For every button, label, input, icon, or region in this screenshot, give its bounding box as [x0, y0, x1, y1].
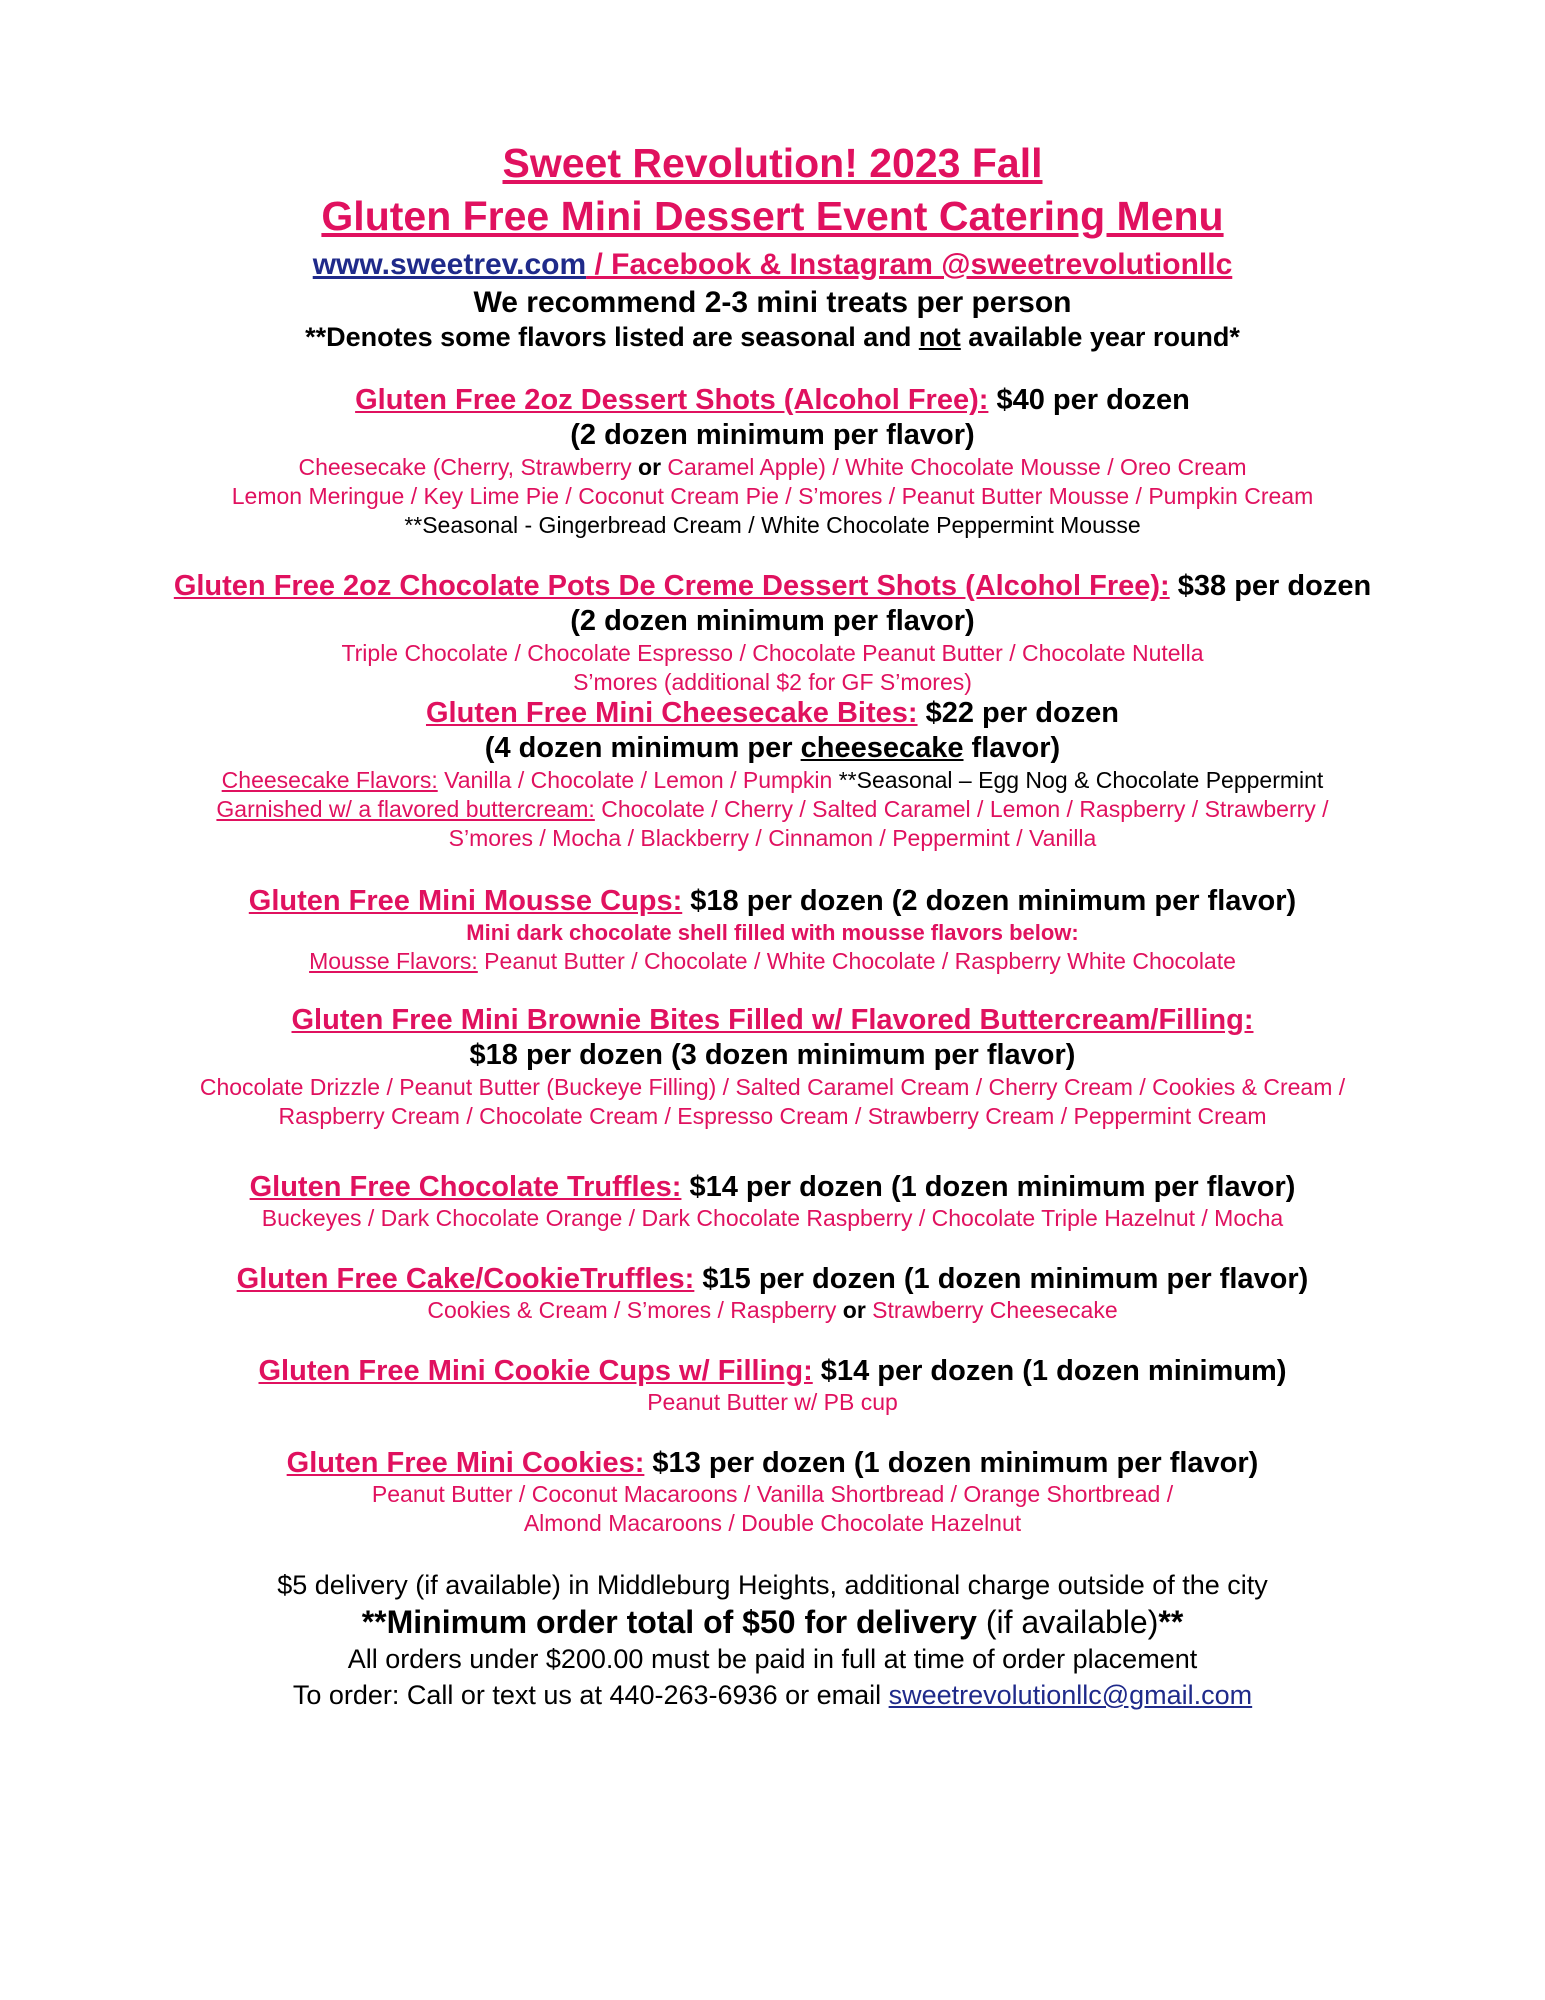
mousse-price: $18 per dozen (2 dozen minimum per flavor) — [682, 885, 1297, 917]
cookie-cups-heading: Gluten Free Mini Cookie Cups w/ Filling: — [258, 1355, 813, 1387]
cheesecake-minimum-a: (4 dozen minimum per — [484, 732, 801, 764]
order-text: To order: Call or text us at 440-263-6936 or email — [292, 1680, 889, 1710]
dessert-shots-heading-line — [0, 384, 1545, 417]
title-line-2: Gluten Free Mini Dessert Event Catering Menu — [321, 193, 1224, 239]
or-word: or — [638, 454, 662, 480]
cheesecake-seasonal: **Seasonal – Egg Nog & Chocolate Peppermint — [838, 767, 1324, 793]
title-line-1: Sweet Revolution! 2023 Fall — [502, 140, 1043, 186]
truffles-price: $14 per dozen (1 dozen minimum per flavor) — [681, 1171, 1296, 1203]
cheesecake-minimum — [0, 732, 1545, 765]
garnish-flavors-2: S’mores / Mocha / Blackberry / Cinnamon / Peppermint / Vanilla — [448, 825, 1097, 851]
minimum-order-c: ** — [1158, 1604, 1184, 1640]
cookies-heading: Gluten Free Mini Cookies: — [286, 1447, 645, 1479]
recommendation: We recommend 2-3 mini treats per person — [473, 286, 1072, 319]
order-info — [0, 1680, 1545, 1711]
pots-de-creme-heading-line — [0, 570, 1545, 603]
cookie-cups-price: $14 per dozen (1 dozen minimum) — [812, 1355, 1287, 1387]
brownie-flavors-1: Chocolate Drizzle / Peanut Butter (Buckeye Filling) / Salted Caramel Cream / Cherry Cream / Cookies & Cream / — [199, 1074, 1346, 1100]
pots-de-creme-heading: Gluten Free 2oz Chocolate Pots De Creme Dessert Shots (Alcohol Free): — [173, 570, 1170, 602]
cookie-cups-flavors: Peanut Butter w/ PB cup — [647, 1389, 898, 1415]
website-link[interactable]: www.sweetrev.com — [312, 248, 587, 281]
mousse-heading: Gluten Free Mini Mousse Cups: — [248, 885, 683, 917]
dessert-shots-flavors-1a: Cheesecake (Cherry, Strawberry — [298, 454, 639, 480]
cake-truffles-flavors — [0, 1297, 1545, 1324]
payment-info: All orders under $200.00 must be paid in full at time of order placement — [347, 1644, 1198, 1674]
mousse-flavors: Peanut Butter / Chocolate / White Chocolate / Raspberry White Chocolate — [477, 948, 1236, 974]
seasonal-note-not: not — [918, 322, 961, 352]
email-link[interactable]: sweetrevolutionllc@gmail.com — [888, 1680, 1253, 1710]
garnish-label: Garnished w/ a flavored buttercream: — [216, 796, 595, 822]
truffles-flavors: Buckeyes / Dark Chocolate Orange / Dark Chocolate Raspberry / Chocolate Triple Hazelnut / Mocha — [261, 1205, 1284, 1231]
dessert-shots-minimum: (2 dozen minimum per flavor) — [570, 419, 975, 451]
minimum-order-b: (if available) — [976, 1604, 1159, 1640]
mousse-flavors-label: Mousse Flavors: — [309, 948, 478, 974]
cake-truffles-flavors-a: Cookies & Cream / S’mores / Raspberry — [427, 1297, 843, 1323]
dessert-shots-flavors-1b: Caramel Apple) / White Chocolate Mousse / Oreo Cream — [661, 454, 1247, 480]
cookies-flavors-2: Almond Macaroons / Double Chocolate Hazelnut — [523, 1510, 1022, 1536]
mousse-flavors-line — [0, 948, 1545, 975]
delivery-info: $5 delivery (if available) in Middleburg Heights, additional charge outside of the city — [277, 1570, 1268, 1600]
cheesecake-heading-line — [0, 697, 1545, 730]
brownie-flavors-2: Raspberry Cream / Chocolate Cream / Espresso Cream / Strawberry Cream / Peppermint Cream — [278, 1103, 1267, 1129]
garnish-flavors: Chocolate / Cherry / Salted Caramel / Lemon / Raspberry / Strawberry / — [594, 796, 1329, 822]
pots-de-creme-minimum: (2 dozen minimum per flavor) — [570, 605, 975, 637]
cake-truffles-price: $15 per dozen (1 dozen minimum per flavor) — [694, 1263, 1309, 1295]
pots-de-creme-flavors-1: Triple Chocolate / Chocolate Espresso / Chocolate Peanut Butter / Chocolate Nutella — [341, 640, 1204, 666]
dessert-shots-flavors-2: Lemon Meringue / Key Lime Pie / Coconut Cream Pie / S’mores / Peanut Butter Mousse / Pumpkin Cream — [231, 483, 1314, 509]
cheesecake-price: $22 per dozen — [917, 697, 1120, 729]
cookie-cups-heading-line — [0, 1355, 1545, 1388]
truffles-heading: Gluten Free Chocolate Truffles: — [249, 1171, 682, 1203]
seasonal-note — [0, 322, 1545, 353]
cake-truffles-flavors-b: Strawberry Cheesecake — [865, 1297, 1118, 1323]
brownie-price: $18 per dozen (3 dozen minimum per flavor) — [469, 1039, 1076, 1071]
dessert-shots-price: $40 per dozen — [988, 384, 1190, 416]
brownie-heading: Gluten Free Mini Brownie Bites Filled w/ Flavored Buttercream/Filling: — [291, 1004, 1254, 1036]
seasonal-note-a: **Denotes some flavors listed are seasonal and — [305, 322, 919, 352]
cheesecake-flavors-line — [0, 767, 1545, 794]
cookies-heading-line — [0, 1447, 1545, 1480]
dessert-shots-flavors-1 — [0, 454, 1545, 481]
cookies-flavors-1: Peanut Butter / Coconut Macaroons / Vanilla Shortbread / Orange Shortbread / — [371, 1481, 1174, 1507]
minimum-order — [0, 1604, 1545, 1641]
mousse-heading-line — [0, 885, 1545, 918]
cheesecake-minimum-underlined: cheesecake — [800, 732, 964, 764]
cookies-price: $13 per dozen (1 dozen minimum per flavor) — [644, 1447, 1259, 1479]
dessert-shots-heading: Gluten Free 2oz Dessert Shots (Alcohol Free): — [355, 384, 989, 416]
garnish-line — [0, 796, 1545, 823]
dessert-shots-seasonal: **Seasonal - Gingerbread Cream / White Chocolate Peppermint Mousse — [404, 512, 1141, 538]
minimum-order-a: **Minimum order total of $50 for delivery — [361, 1604, 977, 1640]
web-social-line — [0, 248, 1545, 282]
seasonal-note-b: available year round* — [960, 322, 1240, 352]
cheesecake-heading: Gluten Free Mini Cheesecake Bites: — [425, 697, 918, 729]
cheesecake-flavors: Vanilla / Chocolate / Lemon / Pumpkin — [437, 767, 839, 793]
cheesecake-minimum-b: flavor) — [963, 732, 1061, 764]
cheesecake-flavors-label: Cheesecake Flavors: — [221, 767, 438, 793]
cake-truffles-heading-line — [0, 1263, 1545, 1296]
cake-truffles-heading: Gluten Free Cake/CookieTruffles: — [236, 1263, 695, 1295]
social-handle: / Facebook & Instagram @sweetrevolutionllc — [586, 248, 1233, 281]
truffles-heading-line — [0, 1171, 1545, 1204]
pots-de-creme-flavors-2: S’mores (additional $2 for GF S’mores) — [573, 669, 972, 695]
mousse-description: Mini dark chocolate shell filled with mousse flavors below: — [466, 920, 1079, 945]
pots-de-creme-price: $38 per dozen — [1169, 570, 1372, 602]
or-word: or — [842, 1297, 866, 1323]
